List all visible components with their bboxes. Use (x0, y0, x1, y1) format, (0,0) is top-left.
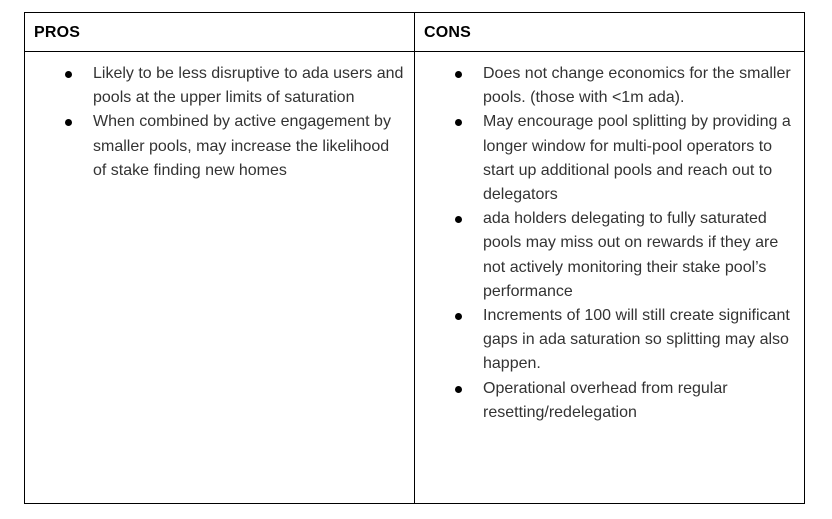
cons-list-item (415, 377, 804, 425)
cons-item-text: May encourage pool splitting by providing a longer window for multi-pool operators to start up additional pools and reach out to delegators (483, 113, 791, 204)
pros-list-item (25, 110, 414, 183)
cons-item-text: Operational overhead from regular resetting/redelegation (483, 379, 728, 421)
bullet-dot-icon (455, 386, 462, 393)
cons-list-item (415, 110, 804, 207)
pros-list-item (25, 62, 414, 110)
bullet-dot-icon (65, 119, 72, 126)
pros-item-text: Likely to be less disruptive to ada users and pools at the upper limits of saturation (93, 65, 404, 107)
cons-item-text: ada holders delegating to fully saturated pools may miss out on rewards if they are not actively monitoring their stake pool’s performance (483, 210, 779, 300)
cons-list-item (415, 304, 804, 377)
cons-list-item (415, 62, 804, 110)
body-row (25, 52, 805, 504)
cons-list-item (415, 207, 804, 304)
cons-header: CONS (415, 13, 805, 52)
pros-item-text: When combined by active engagement by smaller pools, may increase the likelihood of stake finding new homes (93, 113, 391, 179)
bullet-dot-icon (455, 313, 462, 320)
pros-cell (25, 52, 415, 504)
cons-cell (415, 52, 805, 504)
pros-cons-table (24, 12, 805, 504)
bullet-dot-icon (455, 119, 462, 126)
bullet-dot-icon (455, 71, 462, 78)
pros-header: PROS (25, 13, 415, 52)
pros-list (25, 62, 414, 183)
header-row (25, 13, 805, 52)
cons-list (415, 62, 804, 425)
bullet-dot-icon (455, 216, 462, 223)
cons-item-text: Increments of 100 will still create significant gaps in ada saturation so splitting may also happen. (483, 307, 790, 373)
cons-item-text: Does not change economics for the smaller pools. (those with <1m ada). (483, 65, 791, 107)
bullet-dot-icon (65, 71, 72, 78)
